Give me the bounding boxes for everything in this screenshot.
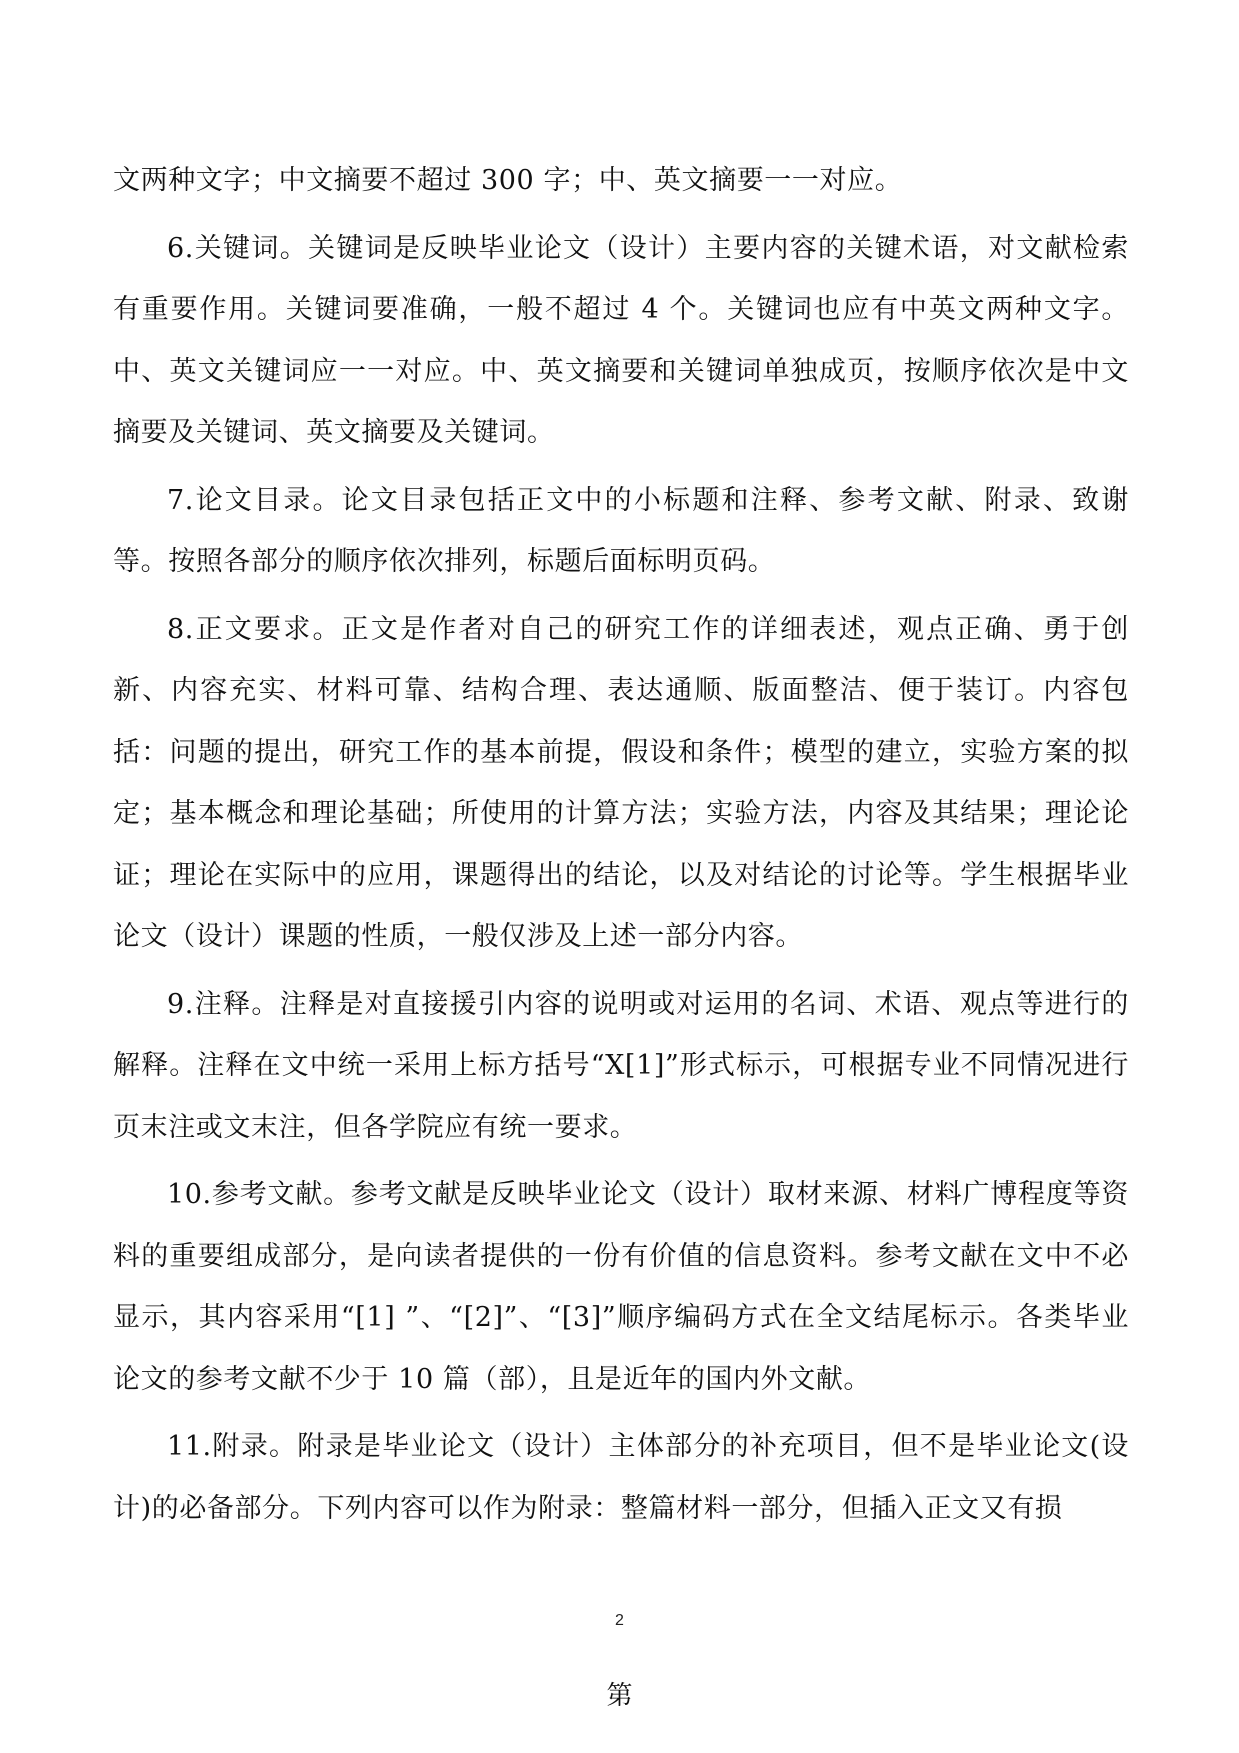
paragraph-keywords: 6.关键词。关键词是反映毕业论文（设计）主要内容的关键术语，对文献检索有重要作用。关键词要准确，一般不超过 4 个。关键词也应有中英文两种文字。中、英文关键词应一一对应。中、英文摘要和关键词单独成页，按顺序依次是中文摘要及关键词、英文摘要及关键词。 bbox=[113, 232, 1129, 448]
footer-text: 第 bbox=[606, 1681, 633, 1711]
page-number: 2 bbox=[615, 1612, 624, 1629]
document-body bbox=[113, 150, 1129, 1545]
paragraph-table-of-contents: 7.论文目录。论文目录包括正文中的小标题和注释、参考文献、附录、致谢等。按照各部分的顺序依次排列，标题后面标明页码。 bbox=[113, 484, 1129, 577]
paragraph-references: 10.参考文献。参考文献是反映毕业论文（设计）取材来源、材料广博程度等资料的重要组成部分，是向读者提供的一份有价值的信息资料。参考文献在文中不必显示，其内容采用“[1] ”、“[2]”、“[3]”顺序编码方式在全文结尾标示。各类毕业论文的参考文献不少于 10 篇（部），且是近年的国内外文献。 bbox=[113, 1179, 1129, 1395]
paragraph-appendix: 11.附录。附录是毕业论文（设计）主体部分的补充项目，但不是毕业论文(设计)的必备部分。下列内容可以作为附录：整篇材料一部分，但插入正文又有损 bbox=[113, 1431, 1129, 1524]
paragraph-main-text-requirements: 8.正文要求。正文是作者对自己的研究工作的详细表述，观点正确、勇于创新、内容充实、材料可靠、结构合理、表达通顺、版面整洁、便于装订。内容包括：问题的提出，研究工作的基本前提，假设和条件；模型的建立，实验方案的拟定；基本概念和理论基础；所使用的计算方法；实验方法，内容及其结果；理论论证；理论在实际中的应用，课题得出的结论，以及对结论的讨论等。学生根据毕业论文（设计）课题的性质，一般仅涉及上述一部分内容。 bbox=[113, 613, 1129, 952]
paragraph-abstract-continuation: 文两种文字；中文摘要不超过 300 字；中、英文摘要一一对应。 bbox=[113, 165, 903, 196]
paragraph-annotations: 9.注释。注释是对直接援引内容的说明或对运用的名词、术语、观点等进行的解释。注释在文中统一采用上标方括号“X[1]”形式标示，可根据专业不同情况进行页末注或文末注，但各学院应有统一要求。 bbox=[113, 988, 1129, 1143]
